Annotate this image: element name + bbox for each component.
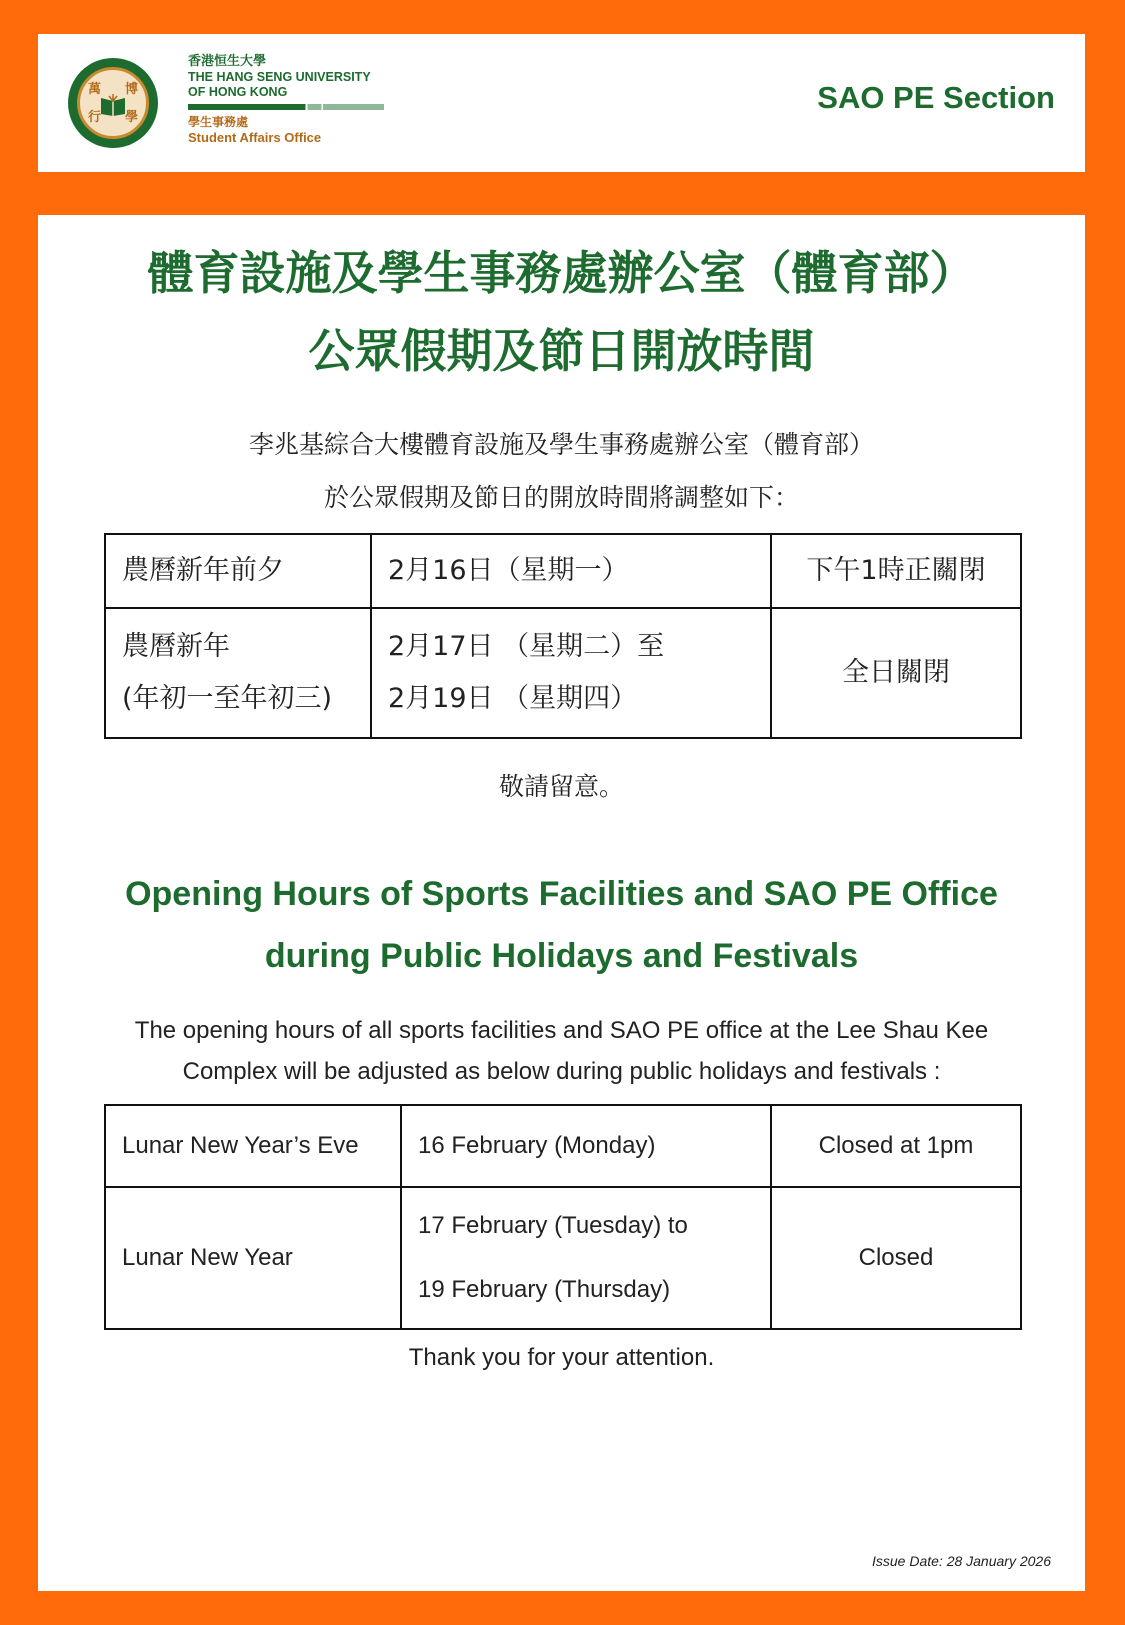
seal-char: 博 — [125, 82, 139, 97]
table-row — [105, 1187, 1021, 1329]
header-banner — [38, 34, 1085, 172]
date-cell — [401, 1187, 771, 1329]
status-text: 全日關閉 — [842, 657, 950, 688]
office-name-en: Student Affairs Office — [188, 130, 322, 145]
date-text: 2月19日 （星期四） — [388, 683, 638, 714]
table-row — [105, 1105, 1021, 1187]
status-text: 下午1時正關閉 — [806, 555, 986, 586]
event-subtitle: (年初一至年初三) — [122, 683, 333, 714]
date-text: 2月16日（星期一） — [388, 555, 629, 586]
status-text: Closed — [858, 1244, 934, 1271]
table-row — [105, 534, 1021, 608]
seal-char: 行 — [88, 110, 102, 125]
schedule-table-cn — [104, 533, 1022, 739]
office-name-cn: 學生事務處 — [188, 115, 249, 129]
logo-divider — [188, 104, 384, 110]
intro-en-line1: The opening hours of all sports facilities and SAO PE office at the Lee Shau Kee — [134, 1017, 989, 1044]
title-cn-line2: 公眾假期及節日開放時間 — [308, 324, 815, 378]
event-cell — [105, 608, 371, 738]
status-cell — [771, 608, 1021, 738]
status-cell — [771, 534, 1021, 608]
event-name: 農曆新年 — [122, 631, 230, 662]
seal-char: 學 — [125, 110, 139, 125]
issue-date: Issue Date: 28 January 2026 — [871, 1553, 1051, 1569]
status-cell — [771, 1187, 1021, 1329]
date-text: 19 February (Thursday) — [418, 1276, 671, 1303]
event-name: Lunar New Year — [122, 1244, 293, 1271]
title-cn-line1: 體育設施及學生事務處辦公室（體育部） — [147, 246, 976, 300]
book-icon — [99, 92, 127, 116]
event-cell — [105, 1105, 401, 1187]
event-cell — [105, 1187, 401, 1329]
event-name: Lunar New Year’s Eve — [122, 1132, 359, 1159]
event-cell — [105, 534, 371, 608]
university-name-cn: 香港恒生大學 — [188, 54, 267, 69]
university-seal-icon — [68, 58, 158, 148]
closing-cn: 敬請留意。 — [498, 772, 624, 801]
title-en-line1: Opening Hours of Sports Facilities and SAO PE Office — [125, 875, 998, 913]
date-text: 2月17日 （星期二）至 — [388, 631, 665, 662]
table-row — [105, 608, 1021, 738]
notice-panel — [38, 215, 1085, 1591]
date-cell — [401, 1105, 771, 1187]
title-en-line2: during Public Holidays and Festivals — [264, 937, 859, 975]
date-cell — [371, 608, 771, 738]
closing-en: Thank you for your attention. — [408, 1344, 715, 1371]
intro-cn-line1: 李兆基綜合大樓體育設施及學生事務處辦公室（體育部） — [248, 430, 874, 459]
date-cell — [371, 534, 771, 608]
university-name-en-line2: OF HONG KONG — [188, 85, 288, 99]
university-logo-text — [188, 54, 384, 146]
date-text: 16 February (Monday) — [418, 1132, 656, 1159]
status-cell — [771, 1105, 1021, 1187]
section-title: SAO PE Section — [817, 80, 1055, 115]
university-name-en-line1: THE HANG SENG UNIVERSITY — [188, 70, 371, 84]
event-name: 農曆新年前夕 — [122, 555, 284, 586]
schedule-table-en — [104, 1104, 1022, 1330]
intro-cn-line2: 於公眾假期及節日的開放時間將調整如下： — [323, 483, 799, 512]
seal-char: 萬 — [88, 82, 102, 97]
date-text: 17 February (Tuesday) to — [418, 1212, 688, 1239]
status-text: Closed at 1pm — [818, 1132, 974, 1159]
intro-en-line2: Complex will be adjusted as below during public holidays and festivals : — [182, 1058, 941, 1085]
